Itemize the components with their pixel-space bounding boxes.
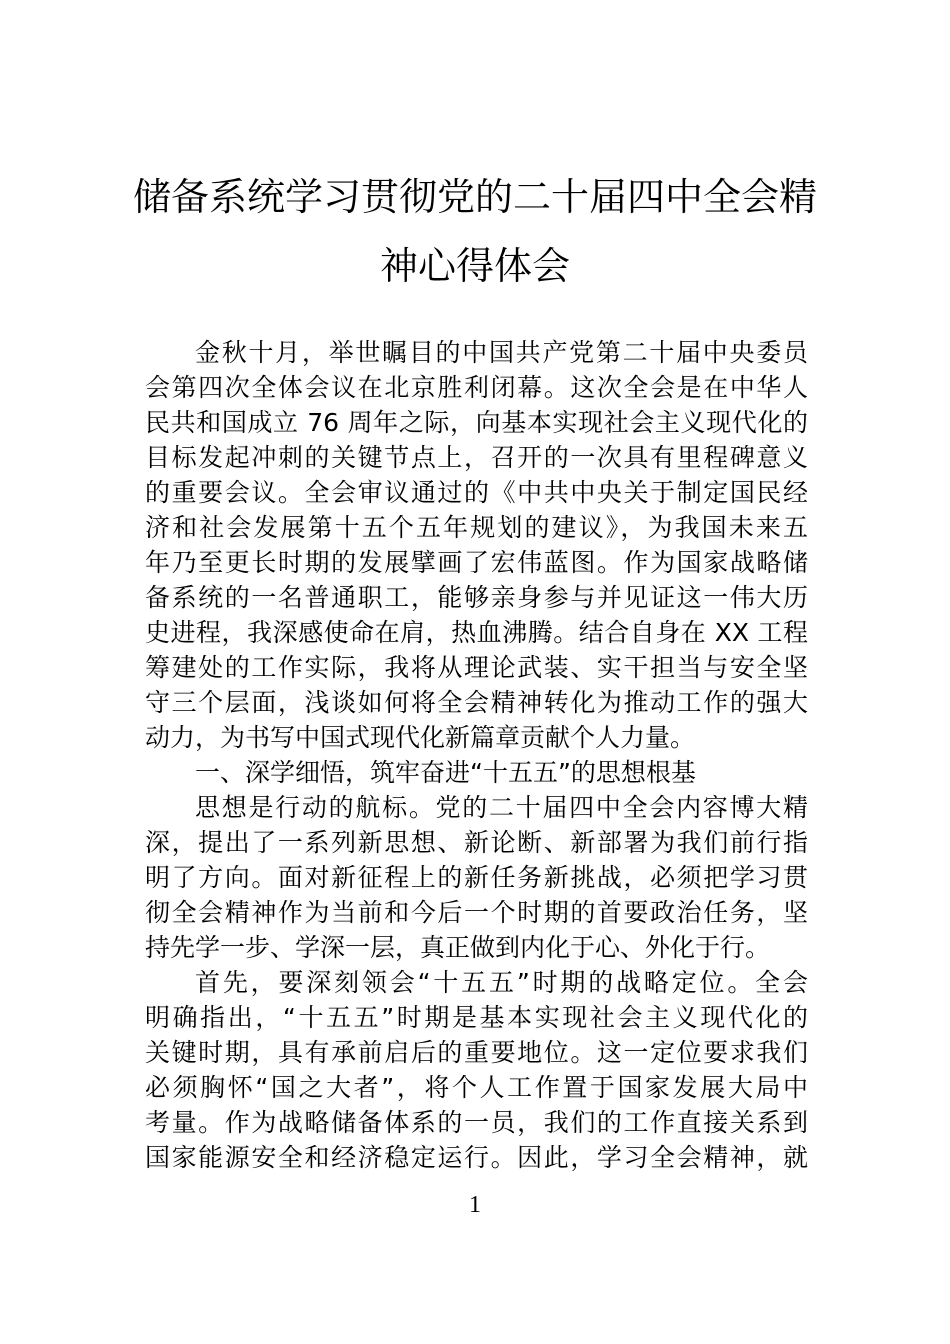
document-title-line-1: 储备系统学习贯彻党的二十届四中全会精 [132, 175, 817, 219]
body-text-line: 金秋十月，举世瞩目的中国共产党第二十届中央委员 [195, 338, 808, 367]
body-text-line: 会第四次全体会议在北京胜利闭幕。这次全会是在中华人 [145, 373, 808, 402]
body-text-line: 守三个层面，浅谈如何将全会精神转化为推动工作的强大 [145, 688, 808, 717]
body-text-line: 明了方向。面对新征程上的新任务新挑战，必须把学习贯 [145, 863, 808, 892]
body-text-line: 彻全会精神作为当前和今后一个时期的首要政治任务，坚 [145, 898, 808, 927]
body-text-line: 深，提出了一系列新思想、新论断、新部署为我们前行指 [145, 828, 808, 857]
body-text-line: 动力，为书写中国式现代化新篇章贡献个人力量。 [145, 723, 696, 752]
section-heading: 一、深学细悟，筑牢奋进“十五五”的思想根基 [195, 758, 696, 787]
body-text-line: 史进程，我深感使命在肩，热血沸腾。结合自身在 XX 工程 [145, 618, 808, 647]
body-text-line: 思想是行动的航标。党的二十届四中全会内容博大精 [195, 793, 808, 822]
body-text-line: 筹建处的工作实际，我将从理论武装、实干担当与安全坚 [145, 653, 808, 682]
body-text-line: 考量。作为战略储备体系的一员，我们的工作直接关系到 [145, 1108, 808, 1137]
page-number: 1 [469, 1192, 481, 1218]
body-text-line: 济和社会发展第十五个五年规划的建议》，为我国未来五 [145, 513, 808, 542]
body-text-line: 年乃至更长时期的发展擘画了宏伟蓝图。作为国家战略储 [145, 548, 808, 577]
body-text-line: 关键时期，具有承前启后的重要地位。这一定位要求我们 [145, 1038, 808, 1067]
document-title-line-2: 神心得体会 [379, 244, 570, 288]
body-text-line: 民共和国成立 76 周年之际，向基本实现社会主义现代化的 [145, 408, 808, 437]
body-text-line: 国家能源安全和经济稳定运行。因此，学习全会精神，就 [145, 1143, 808, 1172]
body-text-line: 持先学一步、学深一层，真正做到内化于心、外化于行。 [145, 933, 771, 962]
body-text-line: 明确指出，“十五五”时期是基本实现社会主义现代化的 [145, 1003, 808, 1032]
body-text-line: 备系统的一名普通职工，能够亲身参与并见证这一伟大历 [145, 583, 808, 612]
body-text-line: 必须胸怀“国之大者”，将个人工作置于国家发展大局中 [145, 1073, 808, 1102]
body-text-line: 的重要会议。全会审议通过的《中共中央关于制定国民经 [145, 478, 808, 507]
body-text-line: 首先，要深刻领会“十五五”时期的战略定位。全会 [195, 968, 808, 997]
body-text-line: 目标发起冲刺的关键节点上，召开的一次具有里程碑意义 [145, 443, 808, 472]
